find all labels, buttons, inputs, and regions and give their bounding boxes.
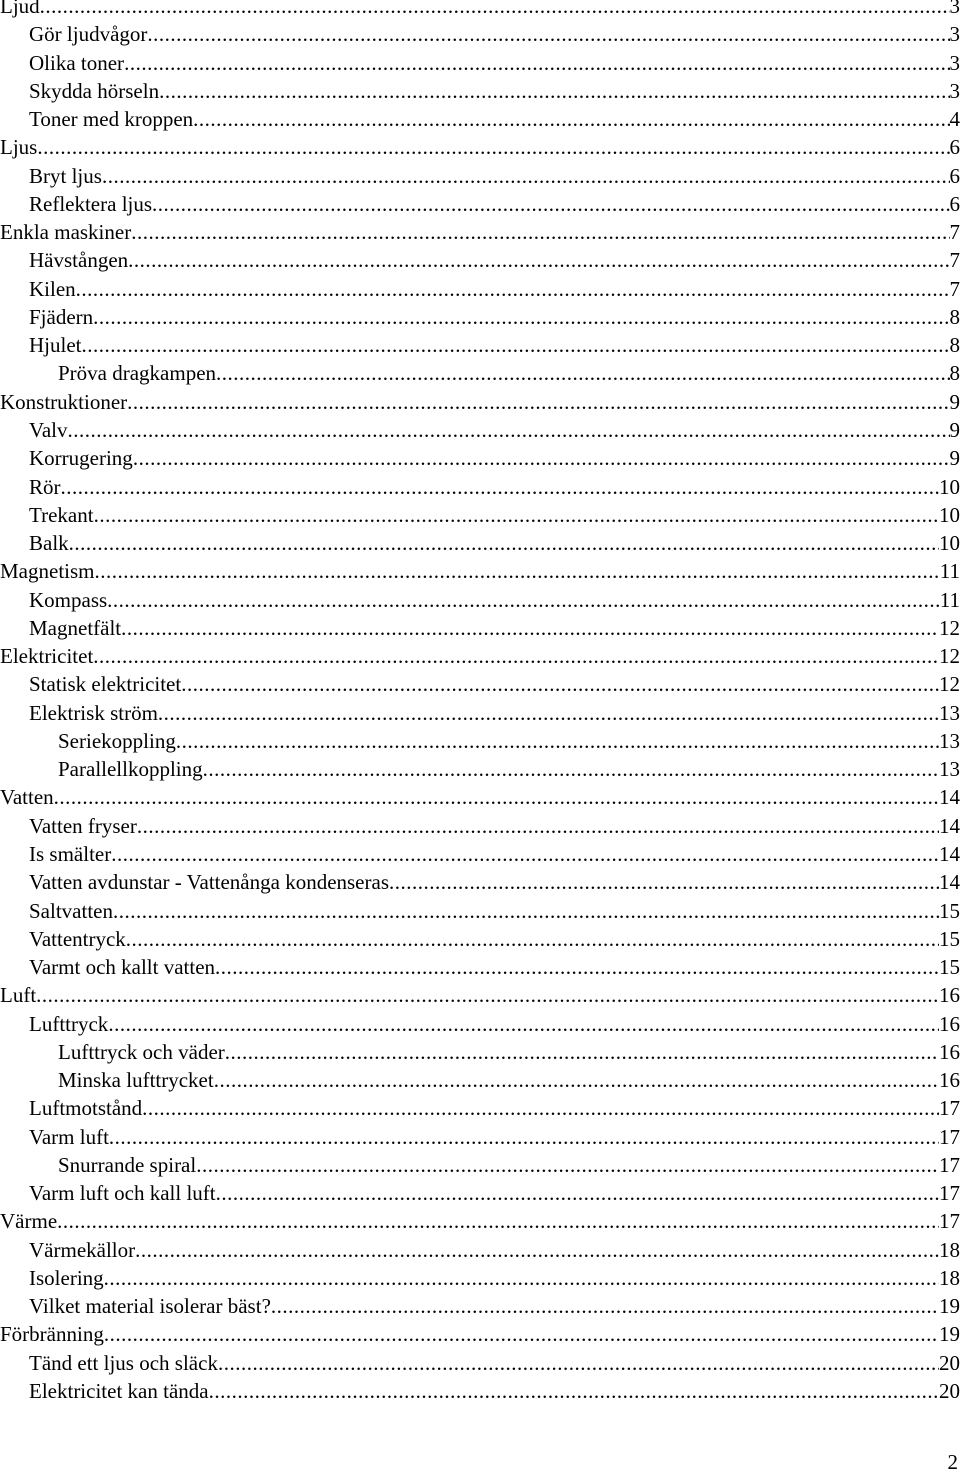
toc-entry[interactable]: [0, 1349, 960, 1377]
toc-entry-page: 13: [939, 728, 960, 753]
toc-entry[interactable]: [0, 501, 960, 529]
toc-entry-title: Värmekällor: [29, 1237, 136, 1262]
toc-entry-title: Enkla maskiner: [0, 220, 132, 245]
toc-entry-title: Minska lufttrycket: [58, 1068, 214, 1093]
toc-dot-leader: [181, 670, 939, 698]
toc-dot-leader: [95, 557, 940, 585]
toc-entry-page: 14: [939, 841, 960, 866]
toc-dot-leader: [133, 444, 950, 472]
toc-entry-page: 12: [939, 672, 960, 697]
toc-entry-page: 8: [949, 333, 960, 358]
toc-entry[interactable]: [0, 981, 960, 1009]
toc-entry-title: Gör ljudvågor: [29, 22, 148, 47]
toc-entry-page: 9: [949, 446, 960, 471]
toc-entry-title: Förbränning: [0, 1322, 104, 1347]
toc-entry-title: Varmt och kallt vatten: [29, 955, 216, 980]
toc-entry-page: 14: [939, 870, 960, 895]
toc-entry-title: Valv: [29, 417, 68, 442]
toc-entry[interactable]: [0, 275, 960, 303]
toc-entry-title: Bryt ljus: [29, 163, 102, 188]
toc-entry[interactable]: [0, 1066, 960, 1094]
toc-entry[interactable]: [0, 1292, 960, 1320]
toc-entry-page: 18: [939, 1265, 960, 1290]
toc-entry-title: Vatten: [0, 785, 54, 810]
toc-entry-title: Magnetism: [0, 559, 95, 584]
toc-entry-page: 17: [939, 1209, 960, 1234]
toc-entry-title: Olika toner: [29, 50, 125, 75]
toc-entry[interactable]: [0, 642, 960, 670]
toc-entry[interactable]: [0, 133, 960, 161]
toc-entry[interactable]: [0, 359, 960, 387]
toc-entry-page: 4: [949, 107, 960, 132]
toc-entry-page: 10: [939, 502, 960, 527]
toc-entry-title: Snurrande spiral: [58, 1152, 197, 1177]
toc-entry-page: 13: [939, 700, 960, 725]
toc-dot-leader: [271, 1292, 939, 1320]
toc-entry-title: Pröva dragkampen: [58, 361, 217, 386]
toc-entry-title: Balk: [29, 531, 69, 556]
toc-entry[interactable]: [0, 1207, 960, 1235]
toc-entry[interactable]: [0, 868, 960, 896]
toc-entry[interactable]: [0, 218, 960, 246]
toc-entry-page: 8: [949, 304, 960, 329]
toc-entry[interactable]: [0, 331, 960, 359]
toc-entry-title: Ljus: [0, 135, 38, 160]
toc-entry-title: Ljud: [0, 0, 40, 18]
toc-entry[interactable]: [0, 162, 960, 190]
toc-dot-leader: [104, 1320, 939, 1348]
toc-entry-title: Saltvatten: [29, 898, 113, 923]
toc-dot-leader: [131, 218, 949, 246]
toc-dot-leader: [127, 388, 949, 416]
toc-dot-leader: [61, 473, 940, 501]
toc-entry[interactable]: [0, 303, 960, 331]
toc-dot-leader: [113, 897, 939, 925]
toc-entry-page: 3: [949, 0, 960, 18]
toc-dot-leader: [107, 586, 940, 614]
toc-entry-page: 16: [939, 1011, 960, 1036]
toc-entry-page: 8: [949, 361, 960, 386]
toc-dot-leader: [142, 1094, 939, 1122]
toc-entry-title: Lufttryck och väder: [58, 1039, 225, 1064]
toc-dot-leader: [104, 1264, 939, 1292]
toc-entry[interactable]: [0, 953, 960, 981]
toc-entry[interactable]: [0, 388, 960, 416]
toc-dot-leader: [37, 133, 949, 161]
toc-entry-page: 17: [939, 1181, 960, 1206]
toc-dot-leader: [193, 105, 949, 133]
toc-entry[interactable]: [0, 473, 960, 501]
toc-entry-title: Korrugering: [29, 446, 133, 471]
toc-dot-leader: [389, 868, 939, 896]
toc-dot-leader: [216, 1179, 939, 1207]
toc-dot-leader: [215, 953, 939, 981]
toc-entry[interactable]: [0, 670, 960, 698]
toc-dot-leader: [128, 246, 949, 274]
toc-entry-title: Värme: [0, 1209, 58, 1234]
toc-entry-title: Statisk elektricitet: [29, 672, 182, 697]
toc-entry-title: Elektricitet kan tända: [29, 1379, 209, 1404]
toc-entry[interactable]: [0, 1038, 960, 1066]
toc-entry[interactable]: [0, 727, 960, 755]
toc-dot-leader: [147, 20, 949, 48]
toc-entry[interactable]: [0, 840, 960, 868]
toc-entry-page: 16: [939, 1068, 960, 1093]
toc-entry-title: Varm luft: [29, 1124, 109, 1149]
toc-entry-title: Konstruktioner: [0, 389, 128, 414]
toc-dot-leader: [196, 1151, 939, 1179]
toc-entry-page: 20: [939, 1379, 960, 1404]
toc-entry-title: Lufttryck: [29, 1011, 109, 1036]
toc-entry[interactable]: [0, 105, 960, 133]
toc-dot-leader: [82, 331, 950, 359]
toc-entry-title: Hävstången: [29, 248, 129, 273]
toc-entry[interactable]: [0, 1094, 960, 1122]
toc-entry-page: 6: [949, 191, 960, 216]
toc-entry-title: Kilen: [29, 276, 76, 301]
toc-entry-title: Hjulet: [29, 333, 82, 358]
toc-entry[interactable]: [0, 190, 960, 218]
toc-dot-leader: [76, 275, 950, 303]
toc-dot-leader: [102, 162, 950, 190]
page-number: 2: [947, 1450, 958, 1474]
toc-entry-title: Reflektera ljus: [29, 191, 153, 216]
toc-entry[interactable]: [0, 925, 960, 953]
toc-entry-title: Luft: [0, 983, 37, 1008]
toc-entry-page: 10: [939, 531, 960, 556]
toc-entry-page: 7: [949, 276, 960, 301]
toc-entry[interactable]: [0, 416, 960, 444]
toc-dot-leader: [40, 0, 950, 20]
toc-entry-page: 17: [939, 1096, 960, 1121]
toc-dot-leader: [209, 1377, 939, 1405]
toc-entry-page: 19: [939, 1294, 960, 1319]
toc-entry-page: 9: [949, 389, 960, 414]
toc-dot-leader: [203, 755, 939, 783]
toc-dot-leader: [124, 49, 949, 77]
toc-entry-title: Luftmotstånd: [29, 1096, 143, 1121]
toc-entry-page: 6: [949, 135, 960, 160]
toc-dot-leader: [93, 303, 949, 331]
toc-entry-page: 11: [939, 559, 960, 584]
toc-entry[interactable]: [0, 49, 960, 77]
toc-entry-title: Is smälter: [29, 841, 112, 866]
toc-dot-leader: [69, 529, 939, 557]
toc-entry-page: 16: [939, 1039, 960, 1064]
toc-entry-page: 17: [939, 1152, 960, 1177]
toc-entry[interactable]: [0, 77, 960, 105]
toc-entry-page: 7: [949, 220, 960, 245]
toc-entry-page: 15: [939, 955, 960, 980]
toc-entry-title: Seriekoppling: [58, 728, 176, 753]
toc-dot-leader: [135, 1236, 939, 1264]
toc-dot-leader: [68, 416, 950, 444]
toc-entry[interactable]: [0, 699, 960, 727]
toc-dot-leader: [111, 840, 939, 868]
toc-dot-leader: [218, 1349, 939, 1377]
toc-entry-page: 19: [939, 1322, 960, 1347]
toc-entry[interactable]: [0, 246, 960, 274]
toc-entry-title: Elektrisk ström: [29, 700, 158, 725]
toc-entry-page: 9: [949, 417, 960, 442]
toc-dot-leader: [176, 727, 939, 755]
toc-entry[interactable]: [0, 0, 960, 20]
toc-entry[interactable]: [0, 586, 960, 614]
toc-dot-leader: [36, 981, 939, 1009]
toc-entry-title: Skydda hörseln: [29, 78, 160, 103]
toc-entry[interactable]: [0, 1151, 960, 1179]
toc-dot-leader: [93, 642, 939, 670]
toc-entry-title: Vatten fryser: [29, 813, 137, 838]
toc-entry[interactable]: [0, 20, 960, 48]
toc-dot-leader: [214, 1066, 939, 1094]
toc-entry[interactable]: [0, 812, 960, 840]
toc-entry-title: Tänd ett ljus och släck: [29, 1350, 218, 1375]
toc-dot-leader: [152, 190, 949, 218]
toc-entry-page: 17: [939, 1124, 960, 1149]
toc-entry-title: Varm luft och kall luft: [29, 1181, 216, 1206]
toc-entry-page: 15: [939, 926, 960, 951]
toc-dot-leader: [216, 359, 949, 387]
toc-dot-leader: [137, 812, 939, 840]
toc-entry-page: 20: [939, 1350, 960, 1375]
toc-entry-title: Vatten avdunstar - Vattenånga kondenseras: [29, 870, 389, 895]
toc-entry-page: 12: [939, 615, 960, 640]
toc-entry-title: Trekant: [29, 502, 94, 527]
toc-entry[interactable]: [0, 1377, 960, 1405]
toc-entry-page: 14: [939, 813, 960, 838]
toc-entry-page: 14: [939, 785, 960, 810]
toc-dot-leader: [57, 1207, 939, 1235]
toc-entry[interactable]: [0, 1179, 960, 1207]
toc-entry[interactable]: [0, 529, 960, 557]
toc-entry[interactable]: [0, 755, 960, 783]
toc-entry[interactable]: [0, 1123, 960, 1151]
toc-entry-page: 16: [939, 983, 960, 1008]
toc-dot-leader: [225, 1038, 939, 1066]
toc-entry-page: 11: [939, 587, 960, 612]
toc-entry-page: 12: [939, 644, 960, 669]
toc-dot-leader: [94, 501, 939, 529]
toc-entry-title: Rör: [29, 474, 61, 499]
toc-entry-page: 3: [949, 78, 960, 103]
toc-entry-title: Parallellkoppling: [58, 757, 203, 782]
toc-entry[interactable]: [0, 1320, 960, 1348]
toc-entry[interactable]: [0, 1264, 960, 1292]
toc-dot-leader: [159, 77, 949, 105]
toc-entry[interactable]: [0, 1236, 960, 1264]
toc-entry-title: Kompass: [29, 587, 108, 612]
toc-entry-page: 15: [939, 898, 960, 923]
toc-dot-leader: [54, 783, 939, 811]
toc-dot-leader: [126, 925, 939, 953]
toc-entry-page: 7: [949, 248, 960, 273]
toc-entry-title: Isolering: [29, 1265, 104, 1290]
toc-entry-title: Fjädern: [29, 304, 94, 329]
toc-entry-page: 18: [939, 1237, 960, 1262]
toc-dot-leader: [121, 614, 939, 642]
toc-entry-page: 6: [949, 163, 960, 188]
toc-dot-leader: [158, 699, 939, 727]
toc-entry-page: 3: [949, 50, 960, 75]
toc-entry[interactable]: [0, 614, 960, 642]
toc-entry-title: Elektricitet: [0, 644, 94, 669]
toc-entry[interactable]: [0, 1010, 960, 1038]
toc-entry[interactable]: [0, 897, 960, 925]
toc-entry-title: Magnetfält: [29, 615, 122, 640]
toc-entry-page: 13: [939, 757, 960, 782]
toc-dot-leader: [109, 1123, 939, 1151]
toc-entry[interactable]: [0, 557, 960, 585]
toc-entry-page: 10: [939, 474, 960, 499]
toc-dot-leader: [108, 1010, 939, 1038]
toc-entry[interactable]: [0, 783, 960, 811]
toc-entry-page: 3: [949, 22, 960, 47]
toc-entry[interactable]: [0, 444, 960, 472]
toc-entry-title: Toner med kroppen: [29, 107, 194, 132]
toc-entry-title: Vilket material isolerar bäst?: [29, 1294, 271, 1319]
toc-entry-title: Vattentryck: [29, 926, 126, 951]
